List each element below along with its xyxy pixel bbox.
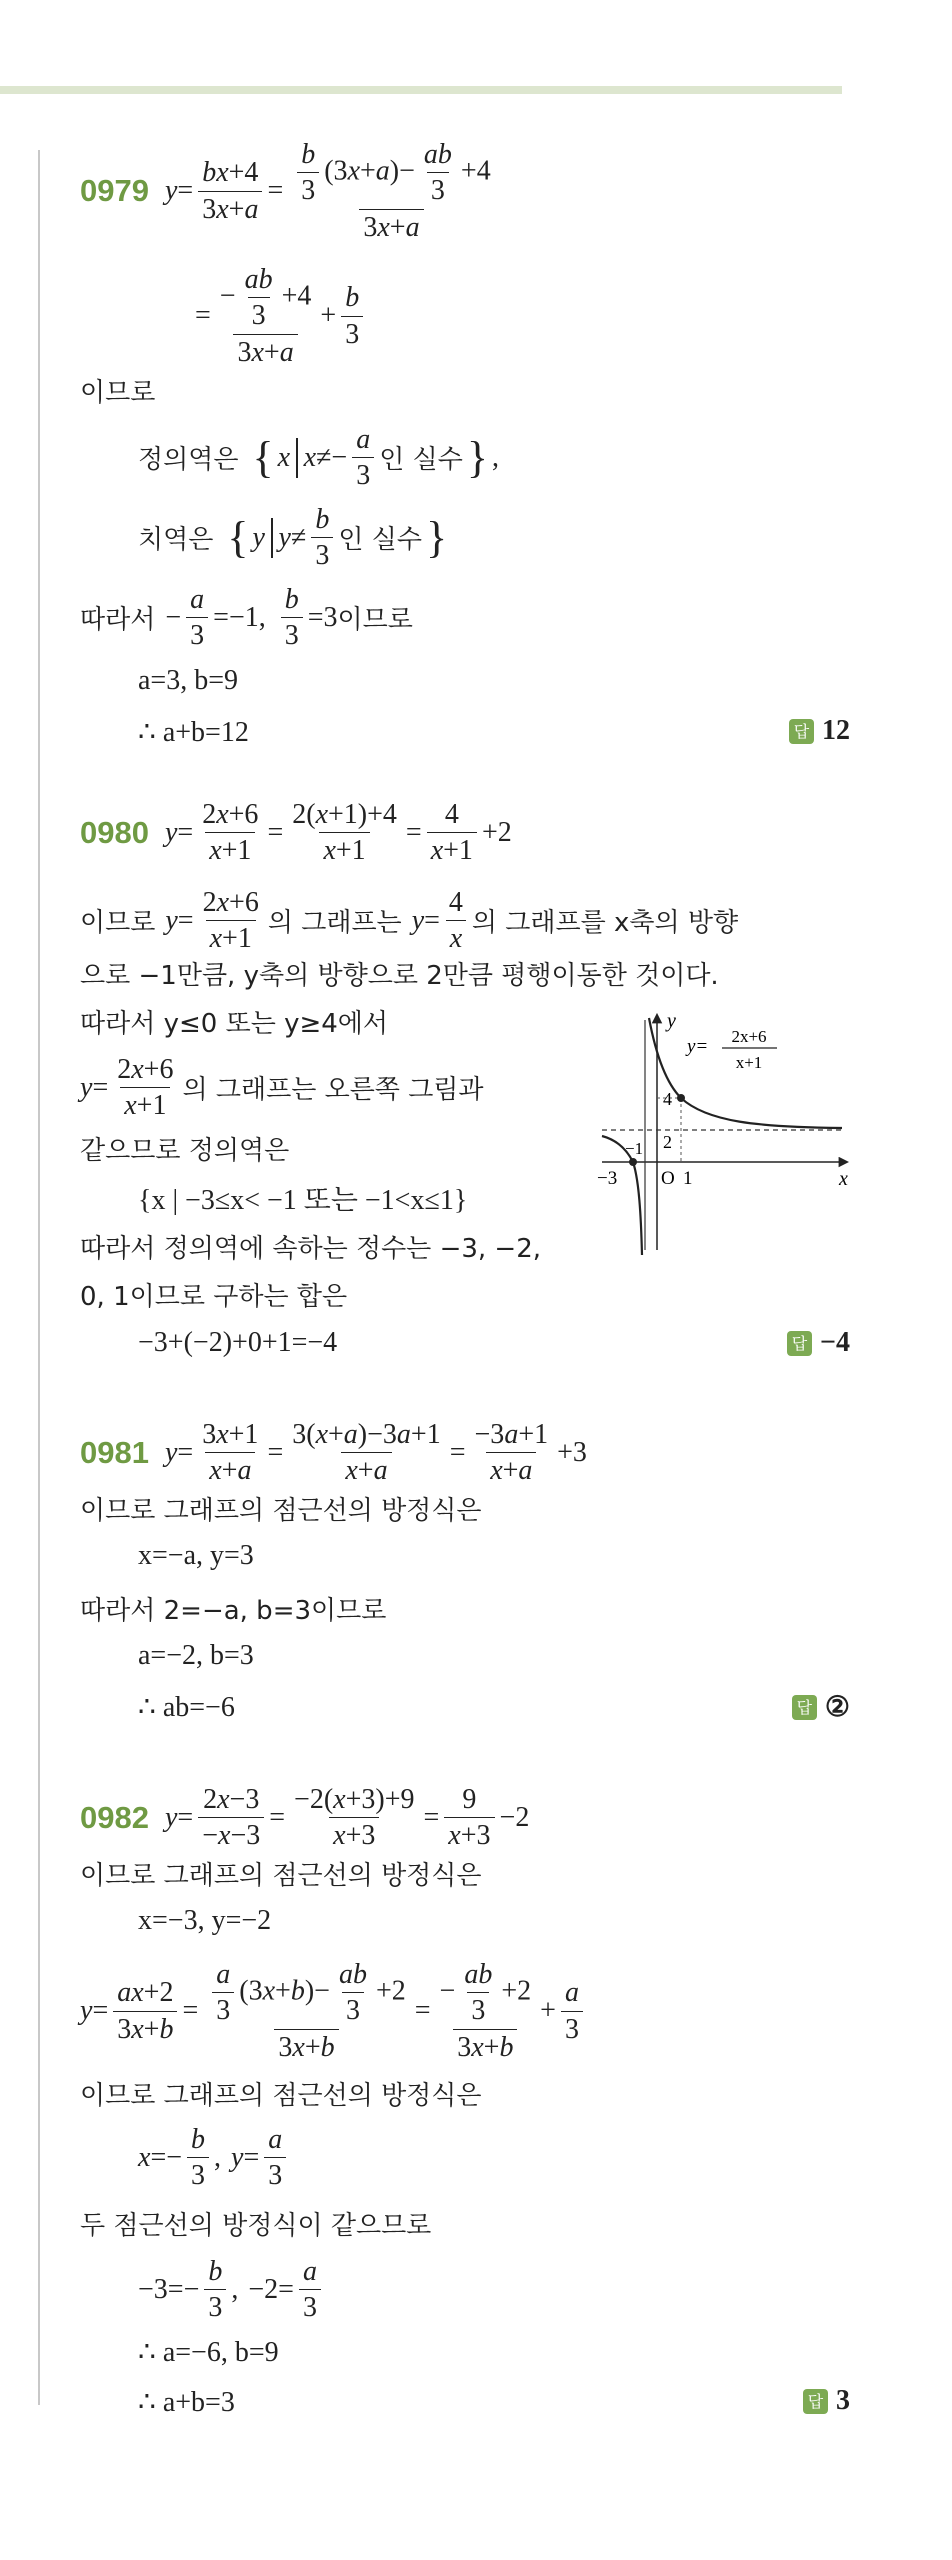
p0980-sum: −3+(−2)+0+1=−4 (138, 1327, 338, 1358)
p0981-asym: x=−a, y=3 (138, 1540, 254, 1571)
y-axis-label: y (667, 1010, 676, 1032)
p0979-domain: 정의역은 { x x ≠− a 3 인 실수 } , (138, 424, 499, 492)
p0980-line3: 따라서 y≤0 또는 y≥4에서 (80, 1009, 389, 1039)
fraction: b 3 (341, 283, 363, 349)
header-rule (0, 86, 842, 94)
p0982-asym2: x =− b 3 , y = a 3 (138, 2125, 291, 2191)
curve-label-num: 2x+6 (731, 1027, 767, 1046)
origin-label: O (661, 1168, 675, 1189)
problem-number: 0979 (80, 173, 149, 209)
p0979-text-imeuro: 이므로 (80, 378, 156, 408)
p0981-answer: 답 ② (792, 1690, 850, 1724)
tick-m1: −1 (625, 1139, 644, 1158)
p0980-graph (597, 1010, 857, 1260)
p0980-line7: 따라서 정의역에 속하는 정수는 −3, −2, (80, 1234, 542, 1264)
p0980-line8: 0, 1이므로 구하는 합은 (80, 1282, 348, 1312)
fraction: $\frac{b}{3}$ (3x+a)− $\frac{ab}{3}$ +4 3x+a (288, 140, 494, 242)
tick-2: 2 (663, 1132, 672, 1152)
p0980-line4: y = 2x+6 x+1 의 그래프는 오른쪽 그림과 (80, 1054, 484, 1122)
p0979-condition: 따라서 − a 3 =−1, b 3 =3 이므로 (80, 584, 413, 652)
p0982-asym1: x=−3, y=−2 (138, 1905, 272, 1936)
p0981-eq1: 0981 y = 3x+1 x+a = 3(x+a)−3a+1 x+a = −3a+1 x+a +3 (80, 1419, 587, 1487)
p0979-eq2: = − $\frac{ab}{3}$ +4 3x+a + b 3 (195, 265, 368, 367)
p0979-conclusion: ∴ a+b=12 (138, 717, 249, 748)
p0982-text1: 이므로 그래프의 점근선의 방정식은 (80, 1861, 482, 1891)
p0980-answer: 답 −4 (787, 1327, 850, 1359)
p0980-line2: 으로 −1만큼, y축의 방향으로 2만큼 평행이동한 것이다. (80, 961, 719, 991)
p0980-domain: {x | −3≤x< −1 또는 −1<x≤1} (138, 1185, 468, 1216)
p0981-text1: 이므로 그래프의 점근선의 방정식은 (80, 1496, 482, 1526)
p0982-text2: 이므로 그래프의 점근선의 방정식은 (80, 2081, 482, 2111)
p0979-range: 치역은 { y y ≠ b 3 인 실수 } (138, 504, 448, 572)
answer-badge-icon: 답 (787, 1331, 812, 1356)
p0982-eq1: 0982 y = 2x−3 −x−3 = −2(x+3)+9 x+3 = 9 x+3 −2 (80, 1784, 530, 1852)
fraction: − $\frac{ab}{3}$ +4 3x+a (219, 264, 312, 368)
p0980-eq1: 0980 y = 2x+6 x+1 = 2(x+1)+4 x+1 = 4 x+1 +2 (80, 799, 512, 867)
problem-number: 0982 (80, 1799, 149, 1835)
answer-badge-icon: 답 (789, 719, 814, 744)
curve-label-den: x+1 (735, 1053, 763, 1072)
answer-badge-icon: 답 (792, 1695, 817, 1720)
p0981-conclusion: ∴ ab=−6 (138, 1692, 235, 1723)
p0981-ab: a=−2, b=3 (138, 1640, 254, 1671)
tick-m3: −3 (597, 1168, 618, 1189)
p0982-eq2: y = ax+2 3x+b = $\frac{a}{3}$ (3x+b)− $\frac{ab}{3}$ +2 3x+b = − $\frac{ab}{3}$ +2 3x+b + a 3 (80, 1960, 588, 2062)
answer-badge-icon: 답 (803, 2389, 828, 2414)
p0982-conclusion: ∴ a+b=3 (138, 2387, 235, 2418)
p0981-text2: 따라서 2=−a, b=3이므로 (80, 1596, 387, 1626)
p0982-ab: ∴ a=−6, b=9 (138, 2337, 279, 2368)
curve-label-y: y= (687, 1036, 709, 1057)
point-1-4 (677, 1094, 685, 1102)
tick-1: 1 (683, 1168, 693, 1189)
p0980-line1: 이므로 y = 2x+6 x+1 의 그래프는 y = 4 x 의 그래프를 x축의 방향 (80, 887, 739, 955)
x-axis-label: x (839, 1168, 848, 1190)
p0979-eq1: 0979 y = bx+4 3x+a = $\frac{b}{3}$ (3x+a)− $\frac{ab}{3}$ +4 3x+a (80, 140, 500, 242)
margin-rule (38, 150, 40, 2405)
p0979-ab: a=3, b=9 (138, 665, 239, 696)
p0982-eq3: −3=− b 3 , −2= a 3 (138, 2257, 326, 2323)
point-m3-0 (629, 1158, 637, 1166)
problem-number: 0980 (80, 814, 149, 850)
tick-4: 4 (663, 1089, 672, 1109)
problem-number: 0981 (80, 1434, 149, 1470)
fraction: bx+4 3x+a (198, 158, 262, 224)
p0982-text3: 두 점근선의 방정식이 같으므로 (80, 2211, 432, 2241)
p0980-line5: 같으므로 정의역은 (80, 1136, 290, 1166)
p0982-answer: 답 3 (803, 2385, 850, 2417)
p0979-answer: 답 12 (789, 715, 850, 747)
